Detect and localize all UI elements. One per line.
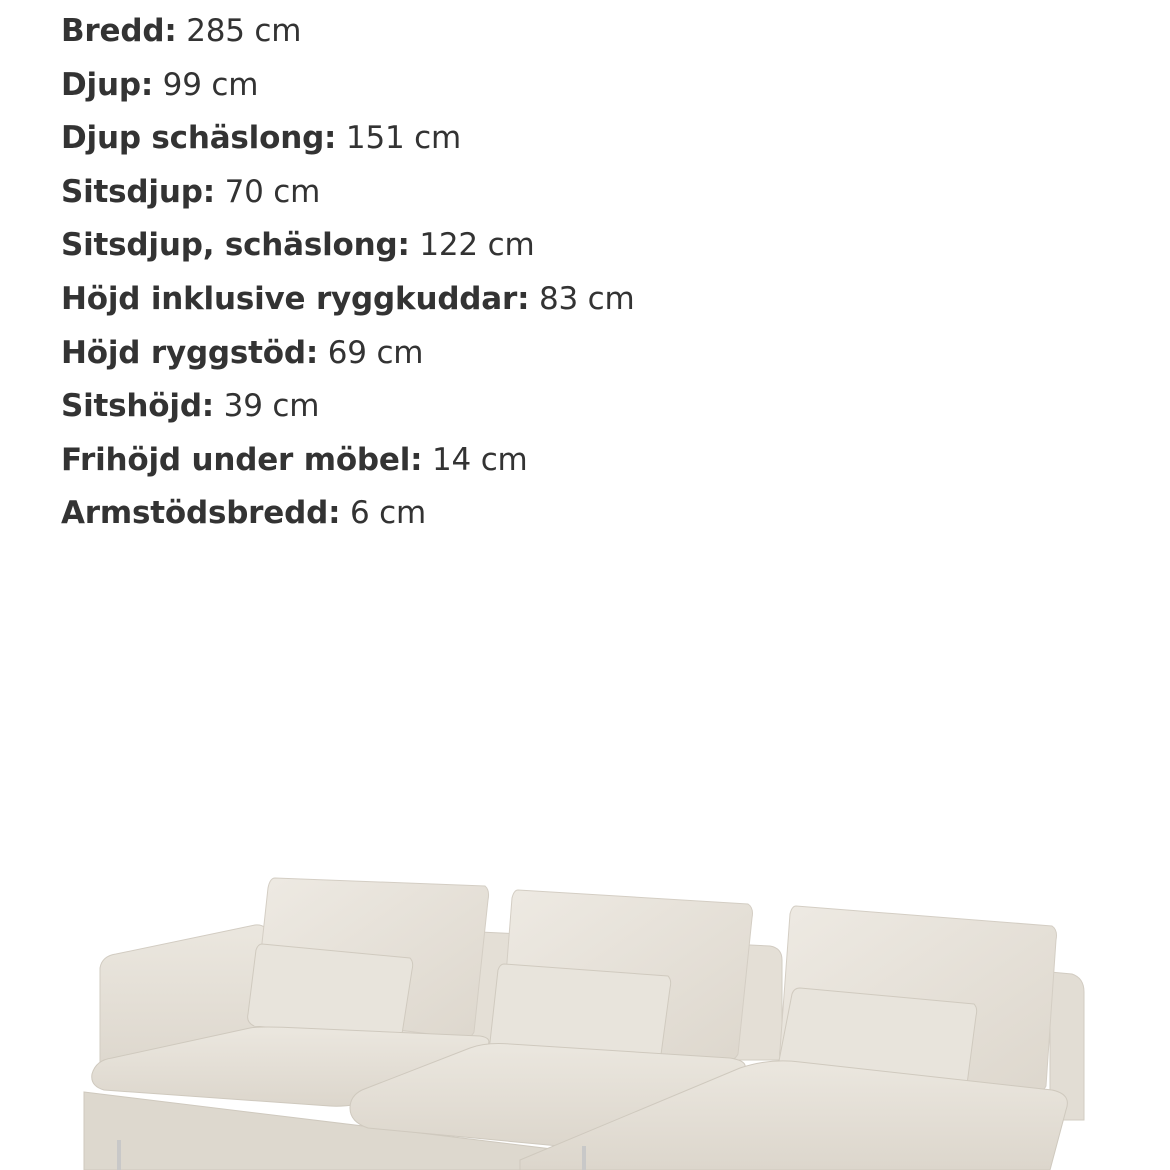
spec-value: 70 cm [224, 173, 321, 210]
spec-row-width [61, 6, 635, 60]
spec-label: Sitsdjup, schäslong: [61, 227, 410, 264]
spec-value: 83 cm [538, 280, 635, 317]
spec-row-depth [61, 60, 635, 114]
spec-value: 151 cm [345, 120, 461, 157]
sofa-product-image[interactable] [0, 860, 1170, 1170]
sofa-leg-left [117, 1140, 121, 1170]
spec-label: Djup: [61, 66, 154, 103]
spec-label: Höjd ryggstöd: [61, 334, 319, 371]
product-dimensions-list [61, 6, 635, 542]
spec-value: 39 cm [223, 388, 320, 425]
spec-label: Armstödsbredd: [61, 495, 341, 532]
spec-value: 69 cm [327, 334, 424, 371]
spec-label: Frihöjd under möbel: [61, 441, 423, 478]
spec-label: Sitshöjd: [61, 388, 215, 425]
spec-row-seat-depth [61, 167, 635, 221]
sofa-leg-middle [582, 1146, 586, 1170]
spec-row-armrest-width [61, 488, 635, 542]
throw-pillow-left [248, 944, 413, 1039]
spec-row-seat-height [61, 381, 635, 435]
spec-row-chaise-seat-depth [61, 220, 635, 274]
spec-label: Bredd: [61, 13, 177, 49]
spec-row-chaise-depth [61, 113, 635, 167]
spec-value: 285 cm [186, 13, 302, 49]
spec-row-backrest-height [61, 328, 635, 382]
spec-row-free-height [61, 435, 635, 489]
spec-value: 122 cm [419, 227, 535, 264]
spec-value: 14 cm [432, 441, 528, 478]
spec-row-height-incl-cushions [61, 274, 635, 328]
spec-value: 6 cm [349, 495, 426, 532]
spec-value: 99 cm [162, 66, 259, 103]
spec-label: Höjd inklusive ryggkuddar: [61, 280, 530, 317]
spec-label: Sitsdjup: [61, 173, 215, 210]
spec-label: Djup schäslong: [61, 120, 337, 157]
